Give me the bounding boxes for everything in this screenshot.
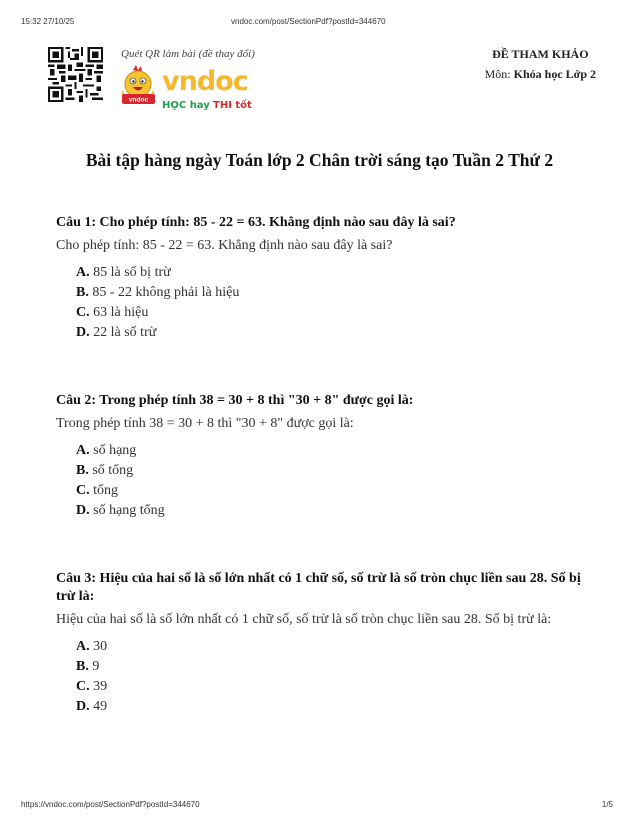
print-footer-url: https://vndoc.com/post/SectionPdf?postId=344670 <box>21 800 200 809</box>
question-heading: Câu 2: Trong phép tính 38 = 30 + 8 thì "30 + 8" được gọi là: <box>56 393 414 408</box>
question-body: Hiệu của hai số là số lớn nhất có 1 chữ số, số trừ là số tròn chục liền sau 28. Số bị trừ là: <box>56 612 552 627</box>
option-c[interactable]: C. 39 <box>76 679 108 694</box>
svg-text:vndoc: vndoc <box>128 96 149 104</box>
question-2 <box>56 392 596 521</box>
option-list <box>56 263 596 343</box>
option-d[interactable]: D. 49 <box>76 699 108 714</box>
option-b[interactable]: B. 85 - 22 không phải là hiệu <box>76 285 240 300</box>
question-heading: Câu 3: Hiệu của hai số là số lớn nhất có 1 chữ số, số trừ là số tròn chục liền sau 28. Số bị trừ là: <box>56 571 581 604</box>
subject-value: Khóa học Lớp 2 <box>513 67 596 81</box>
option-a[interactable]: A. số hạng <box>76 443 137 458</box>
mascot-icon <box>121 65 155 104</box>
page-number: 1/5 <box>601 800 613 809</box>
slogan-green: HỌC hay <box>162 100 210 111</box>
option-d[interactable]: D. số hạng tổng <box>76 503 165 518</box>
option-a[interactable]: A. 85 là số bị trừ <box>76 265 171 280</box>
print-header-url: vndoc.com/post/SectionPdf?postId=344670 <box>231 17 386 26</box>
question-heading: Câu 1: Cho phép tính: 85 - 22 = 63. Khẳng định nào sau đây là sai? <box>56 215 456 230</box>
question-3 <box>56 570 596 717</box>
option-list <box>56 441 596 521</box>
qr-code-icon[interactable] <box>48 47 103 102</box>
subject-line <box>485 67 596 81</box>
option-b[interactable]: B. 9 <box>76 659 100 674</box>
subject-label: Môn: <box>484 67 511 81</box>
question-body: Cho phép tính: 85 - 22 = 63. Khẳng định nào sau đây là sai? <box>56 238 393 253</box>
option-a[interactable]: A. 30 <box>76 639 108 654</box>
page-title: Bài tập hàng ngày Toán lớp 2 Chân trời sáng tạo Tuần 2 Thứ 2 <box>85 150 554 170</box>
print-footer <box>0 800 639 812</box>
print-datetime: 15:32 27/10/25 <box>21 17 75 26</box>
option-b[interactable]: B. số tổng <box>76 463 134 478</box>
reference-badge: ĐỀ THAM KHẢO <box>492 47 589 61</box>
vndoc-logo[interactable] <box>121 64 266 112</box>
option-c[interactable]: C. tổng <box>76 483 119 498</box>
print-header <box>0 17 639 29</box>
option-c[interactable]: C. 63 là hiệu <box>76 305 149 320</box>
slogan-red: THI tốt <box>213 100 252 111</box>
qr-caption: Quét QR làm bài (đề thay đổi) <box>121 48 255 60</box>
doc-header <box>485 47 596 82</box>
question-body: Trong phép tính 38 = 30 + 8 thì "30 + 8" được gọi là: <box>56 416 354 431</box>
logo-wordmark: vndoc <box>162 66 248 97</box>
option-list <box>56 637 596 717</box>
option-d[interactable]: D. 22 là số trừ <box>76 325 157 340</box>
question-1 <box>56 214 596 343</box>
